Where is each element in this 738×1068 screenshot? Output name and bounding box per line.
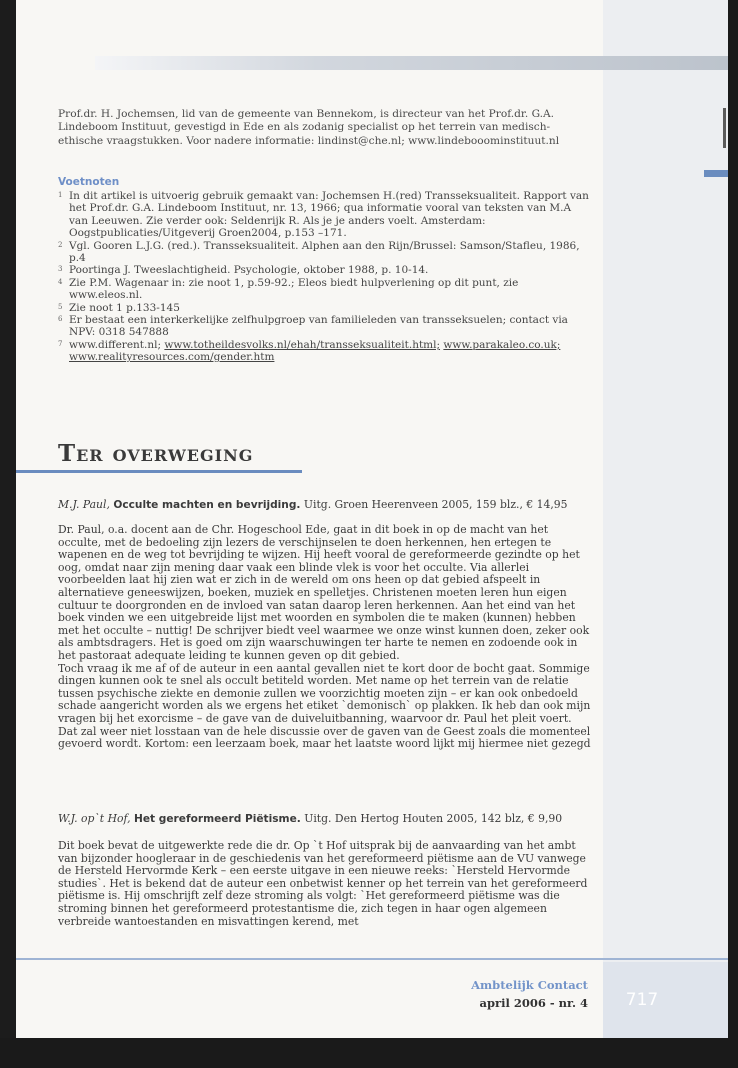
author-bio: Prof.dr. H. Jochemsen, lid van de gemeente van Bennekom, is directeur van het Prof.dr. G.A. Lindeboom Instituut, gevestigd in Ede en als zodanig specialist op het terrein van medisch-ethische vraagstukken. Voor nadere informatie: lindinst@che.nl; www.lindebooominstituut.nl: [58, 108, 560, 147]
link-totheildesvolks[interactable]: www.totheildesvolks.nl/ehah/transseksualiteit.html;: [164, 338, 441, 351]
review-paragraph: Dr. Paul, o.a. docent aan de Chr. Hogeschool Ede, gaat in dit boek in op de macht van het occulte, met de bedoeling zijn lezers de verschijnselen te doen herkennen, hen ertegen te wapenen en de weg tot bevrijding te wijzen. Hij heeft vooral de gereformeerde gezindte op het oog, omdat naar zijn mening daar vaak een blinde vlek is voor het occulte. Via allerlei voorbeelden laat hij zien wat er zich in de wereld om ons heen op dat gebied afspeelt in alternatieve geneeswijzen, boeken, muziek en spelletjes. Christenen moeten leren hun eigen cultuur te doorgronden en de invloed van satan daarop leren herkennen. Aan het eind van het boek vinden we een uitgebreide lijst met woorden en symbolen die te maken (kunnen) hebben met het occulte – nuttig! De schrijver biedt veel waarmee we onze winst kunnen doen, zeker ook als ambtsdragers. Het is goed om zijn waarschuwingen ter harte te nemen en zodoende ook in het pastoraat adequate leiding te kunnen geven op dit gebied.: [58, 523, 590, 662]
link-different[interactable]: www.different.nl;: [69, 338, 162, 351]
link-parakaleo[interactable]: www.parakaleo.co.uk;: [443, 338, 561, 351]
footnotes-heading: Voetnoten: [58, 176, 120, 188]
footnote-item-links: 7 www.different.nl; www.totheildesvolks.nl/ehah/transseksualiteit.html; www.parakaleo.co.uk; www.realityresources.com/gender.htm: [58, 338, 561, 364]
review-paragraph: Dit boek bevat de uitgewerkte rede die dr. Op `t Hof uitsprak bij de aanvaarding van het ambt van bijzonder hoogleraar in de geschiedenis van het gereformeerd piëtisme aan de VU vanwege de Hersteld Hervormde Kerk – een eerste uitgave in een nieuwe reeks: `Hersteld Hervormde studies`. Het is bekend dat de auteur een onbetwist kenner op het terrein van het gereformeerd piëtisme is. Hij omschrijft zelf deze stroming als volgt: `Het gereformeerd piëtisme was die stroming binnen het gereformeerd protestantisme die, zich tegen in haar ogen algemeen verbreide wantoestanden en misvattingen kerend, met: [58, 839, 588, 928]
sidebar-tab-marker: [704, 170, 728, 177]
page-number: 717: [625, 990, 659, 1010]
footnote-item: 6 Er bestaat een interkerkelijke zelfhulpgroep van familieleden van transseksuelen; contact via NPV: 0318 547888: [58, 314, 568, 339]
section-title-underline: [16, 470, 302, 473]
page-sidebar: [603, 0, 728, 1038]
review-author: M.J. Paul,: [58, 498, 110, 511]
section-title: Ter overweging: [58, 440, 254, 467]
review-heading: [58, 812, 592, 825]
footnote-item: 3 Poortinga J. Tweeslachtigheid. Psychologie, oktober 1988, p. 10-14.: [58, 264, 429, 277]
footnote-item: 5 Zie noot 1 p.133-145: [58, 301, 180, 314]
review-heading: [58, 498, 592, 511]
review-author: W.J. op`t Hof,: [58, 812, 131, 825]
review-body: [58, 524, 592, 751]
footer-rule: [16, 958, 728, 960]
review-body: [58, 840, 592, 928]
footnote-item: 1 In dit artikel is uitvoerig gebruik gemaakt van: Jochemsen H.(red) Transseksualiteit. Rapport van het Prof.dr. G.A. Lindeboom Instituut, nr. 13, 1966; qua informatie vooral van teksten van M.A van Leeuwen. Zie verder ook: Seldenrijk R. Als je je anders voelt. Amsterdam: Oogstpublicaties/Uitgeverij Groen2004, p.153 –171.: [58, 190, 589, 240]
footnotes-list: [58, 190, 592, 364]
review-publication-meta: Uitg. Den Hertog Houten 2005, 142 blz, € 9,90: [304, 812, 563, 825]
footer-issue: april 2006 - nr. 4: [479, 996, 588, 1010]
review-publication-meta: Uitg. Groen Heerenveen 2005, 159 blz., € 14,95: [303, 498, 568, 511]
sidebar-edge-mark: [723, 108, 726, 148]
scan-border-right: [728, 0, 738, 1068]
header-gradient-band: [95, 56, 728, 70]
link-realityresources[interactable]: www.realityresources.com/gender.htm: [69, 351, 275, 364]
review-book-title: Het gereformeerd Piëtisme.: [133, 813, 301, 825]
footer-publication-name: Ambtelijk Contact: [471, 978, 588, 992]
review-paragraph: Toch vraag ik me af of de auteur in een aantal gevallen niet te kort door de bocht gaat. Sommige dingen kunnen ook te snel als occult betiteld worden. Met name op het terrein van de relatie tussen psychische ziekte en demonie zullen we voorzichtig moeten zijn – er kan ook onbedoeld schade aangericht worden als we ergens het etiket `demonisch` op plakken. Ik heb dan ook mijn vragen bij het exorcisme – de gave van de duiveluitbanning, waarvoor dr. Paul het pleit voert. Dat zal weer niet losstaan van de hele discussie over de gaven van de Geest zoals die momenteel gevoerd wordt. Kortom: een leerzaam boek, maar het laatste woord lijkt mij hiermee niet gezegd: [58, 661, 591, 751]
scan-border-left: [0, 0, 16, 1068]
footnote-item: 4 Zie P.M. Wagenaar in: zie noot 1, p.59-92.; Eleos biedt hulpverlening op dit punt, zie www.eleos.nl.: [58, 276, 519, 302]
scan-border-bottom: [0, 1038, 738, 1068]
review-book-title: Occulte machten en bevrijding.: [113, 499, 301, 511]
footnote-item: 2 Vgl. Gooren L.J.G. (red.). Transseksualiteit. Alphen aan den Rijn/Brussel: Samson/Stafleu, 1986, p.4: [58, 239, 580, 265]
